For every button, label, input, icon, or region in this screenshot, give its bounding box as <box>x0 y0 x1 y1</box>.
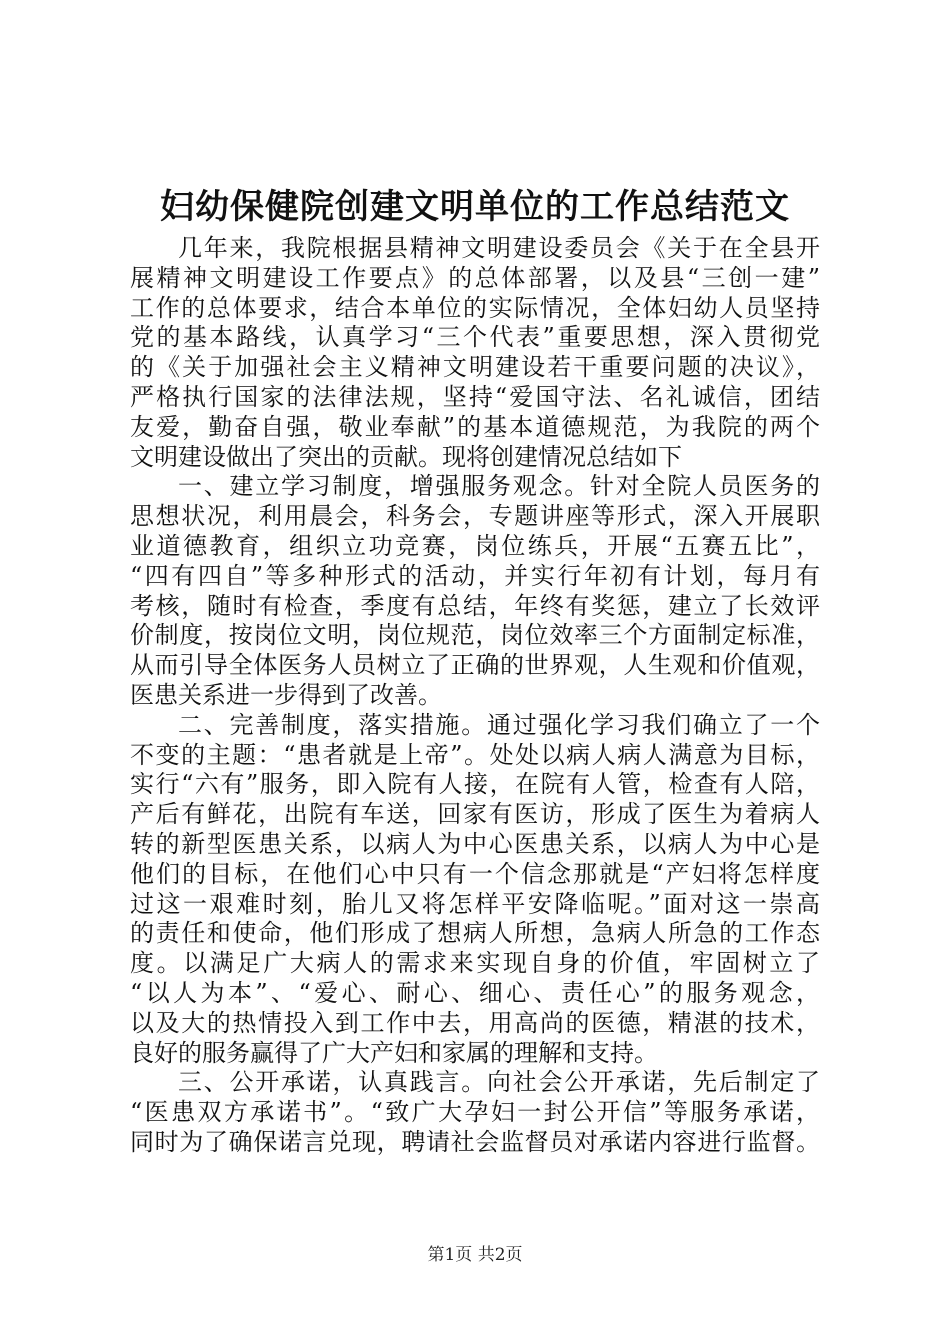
text-line: “医患双方承诺书”。“致广大孕妇一封公开信”等服务承诺， <box>130 1098 820 1127</box>
text-line: “以人为本”、“爱心、耐心、细心、责任心”的服务观念， <box>130 978 820 1007</box>
text-line: 过这一艰难时刻，胎儿又将怎样平安降临呢。”面对这一崇高 <box>130 889 820 918</box>
text-line: 产后有鲜花，出院有车送，回家有医访，形成了医生为着病人 <box>130 800 820 829</box>
text-line: 工作的总体要求，结合本单位的实际情况，全体妇幼人员坚持 <box>130 293 820 322</box>
text-line: 业道德教育，组织立功竞赛，岗位练兵，开展“五赛五比”， <box>130 531 820 560</box>
text-line: 以及大的热情投入到工作中去，用高尚的医德，精湛的技术， <box>130 1008 820 1037</box>
text-line: 的责任和使命，他们形成了想病人所想，急病人所急的工作态 <box>130 919 820 948</box>
text-line: 价制度，按岗位文明，岗位规范，岗位效率三个方面制定标准， <box>130 621 820 650</box>
text-line: 从而引导全体医务人员树立了正确的世界观，人生观和价值观， <box>130 651 820 680</box>
text-line: 三、公开承诺，认真践言。向社会公开承诺，先后制定了 <box>178 1068 820 1097</box>
document-title: 妇幼保健院创建文明单位的工作总结范文 <box>160 187 790 227</box>
text-line: 良好的服务赢得了广大产妇和家属的理解和支持。 <box>130 1038 658 1067</box>
text-line: 严格执行国家的法律法规，坚持“爱国守法、名礼诚信，团结 <box>130 382 820 411</box>
text-line: 几年来，我院根据县精神文明建设委员会《关于在全县开 <box>178 234 820 262</box>
text-line: “四有四自”等多种形式的活动，并实行年初有计划，每月有 <box>130 561 820 590</box>
text-line: 考核，随时有检查，季度有总结，年终有奖惩，建立了长效评 <box>130 591 820 620</box>
text-line: 医患关系进一步得到了改善。 <box>130 680 442 709</box>
text-line: 文明建设做出了突出的贡献。现将创建情况总结如下 <box>130 442 682 471</box>
document-body <box>130 234 820 1158</box>
text-line: 二、完善制度，落实措施。通过强化学习我们确立了一个 <box>178 710 820 739</box>
text-line: 展精神文明建设工作要点》的总体部署，以及县“三创一建” <box>130 263 820 292</box>
text-line: 实行“六有”服务，即入院有人接，在院有人管，检查有人陪， <box>130 770 820 799</box>
text-line: 党的基本路线，认真学习“三个代表”重要思想，深入贯彻党 <box>130 323 820 352</box>
text-line: 他们的目标，在他们心中只有一个信念那就是“产妇将怎样度 <box>130 859 820 888</box>
text-line: 友爱，勤奋自强，敬业奉献”的基本道德规范，为我院的两个 <box>130 412 820 441</box>
text-line: 一、建立学习制度，增强服务观念。针对全院人员医务的 <box>178 472 820 501</box>
text-line: 转的新型医患关系，以病人为中心医患关系，以病人为中心是 <box>130 829 820 858</box>
text-line: 同时为了确保诺言兑现，聘请社会监督员对承诺内容进行监督。 <box>130 1127 820 1156</box>
text-line: 度。以满足广大病人的需求来实现自身的价值，牢固树立了 <box>130 949 820 978</box>
text-line: 思想状况，利用晨会，科务会，专题讲座等形式，深入开展职 <box>130 502 820 531</box>
text-line: 的《关于加强社会主义精神文明建设若干重要问题的决议》， <box>130 353 820 382</box>
page-footer: 第1页 共2页 <box>427 1245 523 1265</box>
text-line: 不变的主题：“患者就是上帝”。处处以病人病人满意为目标， <box>130 740 820 769</box>
